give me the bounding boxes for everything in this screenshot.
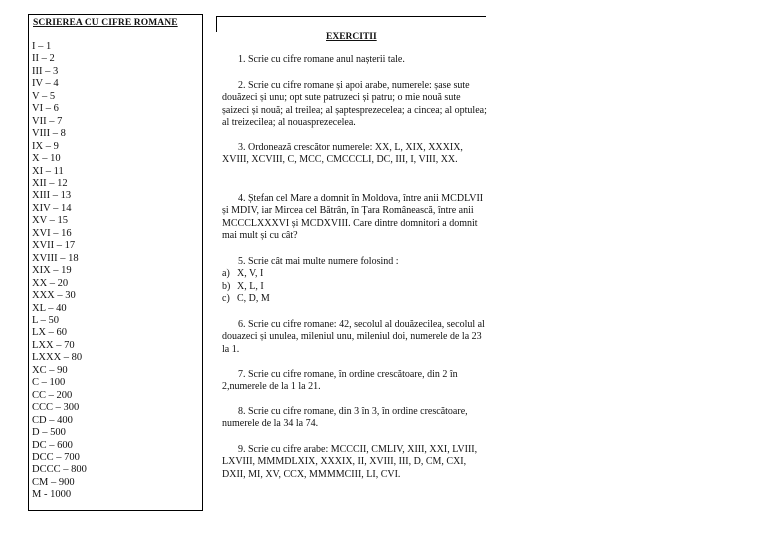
numeral-item: XIX – 19 [32, 265, 72, 277]
option-value: C, D, M [237, 293, 270, 305]
numeral-item: XIV – 14 [32, 202, 72, 214]
exercise-text: 8. Scrie cu cifre romane, din 3 în 3, în ordine crescătoare, numerele de la 34 la 74. [222, 406, 468, 430]
option-value: X, L, I [237, 280, 264, 292]
exercise-text: 5. Scrie cât mai multe numere folosind : [238, 256, 399, 267]
numeral-item: DC – 600 [32, 439, 73, 451]
numeral-item: LXXX – 80 [32, 352, 83, 364]
option-label: a) [222, 268, 230, 280]
exercise-text: 7. Scrie cu cifre romane, în ordine crescătoare, din 2 în 2,numerele de la 1 la 21. [222, 369, 458, 393]
numeral-item: LX – 60 [32, 327, 67, 339]
numeral-item: CM – 900 [32, 476, 75, 488]
numeral-item: VI – 6 [32, 103, 59, 115]
numeral-item: XII – 12 [32, 177, 68, 189]
exercise-text: 6. Scrie cu cifre romane: 42, secolul al douăzecilea, secolul al douazeci și unulea, mileniul unu, mileniul doi, numerele de la 23 la 1. [222, 319, 485, 355]
numeral-item: XI – 11 [32, 165, 64, 177]
numeral-item: XX – 20 [32, 277, 69, 289]
numeral-item: DCC – 700 [32, 451, 80, 463]
exercise-text: 4. Ștefan cel Mare a domnit în Moldova, între anii MCDLVII și MDIV, iar Mircea cel Bătrân, în Țara Românească, între anii MCCCLXXXVI și MCDXVIII. Care dintre domnitori a domnit mai mult și cu cât? [222, 193, 484, 242]
exercise-3 [222, 142, 488, 167]
roman-numerals-box [28, 14, 203, 511]
numeral-item: XL – 40 [32, 302, 67, 314]
numeral-item: XVII – 17 [32, 240, 76, 252]
numeral-item: XXX – 30 [32, 290, 76, 302]
exercise-text: 1. Scrie cu cifre romane anul nașterii tale. [238, 54, 405, 65]
exercise-text: 9. Scrie cu cifre arabe: MCCCII, CMLIV, XIII, XXI, LVIII, LXVIII, MMMDLXIX, XXXIX, II, XVIII, III, D, CM, CXI, DXII, MI, XV, CCX, MMMMCIII, LI, CVI. [222, 444, 478, 480]
option-list [222, 268, 488, 305]
exercise-text: 2. Scrie cu cifre romane și apoi arabe, numerele: șase sute douăzeci și unu; opt sute patruzeci și patru; o mie nouă sute șaizeci și nouă; al treilea; al șaptesprezecelea; a cincea; al optulea; al treizecilea; al nouasprezecelea. [222, 80, 487, 129]
numeral-item: D – 500 [32, 427, 66, 439]
numeral-item: IX – 9 [32, 140, 59, 152]
numeral-item: LXX – 70 [32, 339, 75, 351]
exercise-1 [222, 54, 488, 66]
numeral-item: VII – 7 [32, 115, 63, 127]
numeral-item: CCC – 300 [32, 402, 80, 414]
option-label: c) [222, 293, 230, 305]
sidebar-title: SCRIEREA CU CIFRE ROMANE [33, 18, 178, 28]
numeral-item: X – 10 [32, 153, 61, 165]
numeral-item: XIII – 13 [32, 190, 72, 202]
numeral-item: DCCC – 800 [32, 464, 87, 476]
numeral-list [32, 41, 87, 502]
numeral-item: VIII – 8 [32, 128, 66, 140]
numeral-item: XC – 90 [32, 364, 68, 376]
numeral-item: XV – 15 [32, 215, 68, 227]
exercise-8 [222, 406, 488, 431]
header-border [216, 16, 486, 32]
exercise-6 [222, 319, 488, 356]
numeral-item: L – 50 [32, 314, 60, 326]
numeral-item: II – 2 [32, 53, 55, 65]
exercise-9 [222, 444, 488, 481]
numeral-item: C – 100 [32, 377, 66, 389]
numeral-item: XVI – 16 [32, 227, 72, 239]
exercise-text: 3. Ordonează crescător numerele: XX, L, XIX, XXXIX, XVIII, XCVIII, C, MCC, CMCCCLI, DC, III, I, VIII, XX. [222, 142, 463, 166]
option-value: X, V, I [237, 268, 264, 280]
option-item [222, 293, 488, 305]
numeral-item: XVIII – 18 [32, 252, 79, 264]
exercise-5 [222, 256, 488, 306]
exercise-4 [222, 193, 488, 243]
numeral-item: IV – 4 [32, 78, 59, 90]
option-item [222, 281, 488, 293]
numeral-item: CC – 200 [32, 389, 73, 401]
exercise-2 [222, 80, 488, 130]
option-item [222, 268, 488, 280]
option-label: b) [222, 280, 231, 292]
numeral-item: I – 1 [32, 41, 52, 52]
exercise-7 [222, 369, 488, 394]
numeral-item: M - 1000 [32, 489, 72, 501]
numeral-item: III – 3 [32, 65, 59, 77]
exercises-title: EXERCITII [326, 32, 377, 42]
numeral-item: V – 5 [32, 90, 56, 102]
numeral-item: CD – 400 [32, 414, 73, 426]
